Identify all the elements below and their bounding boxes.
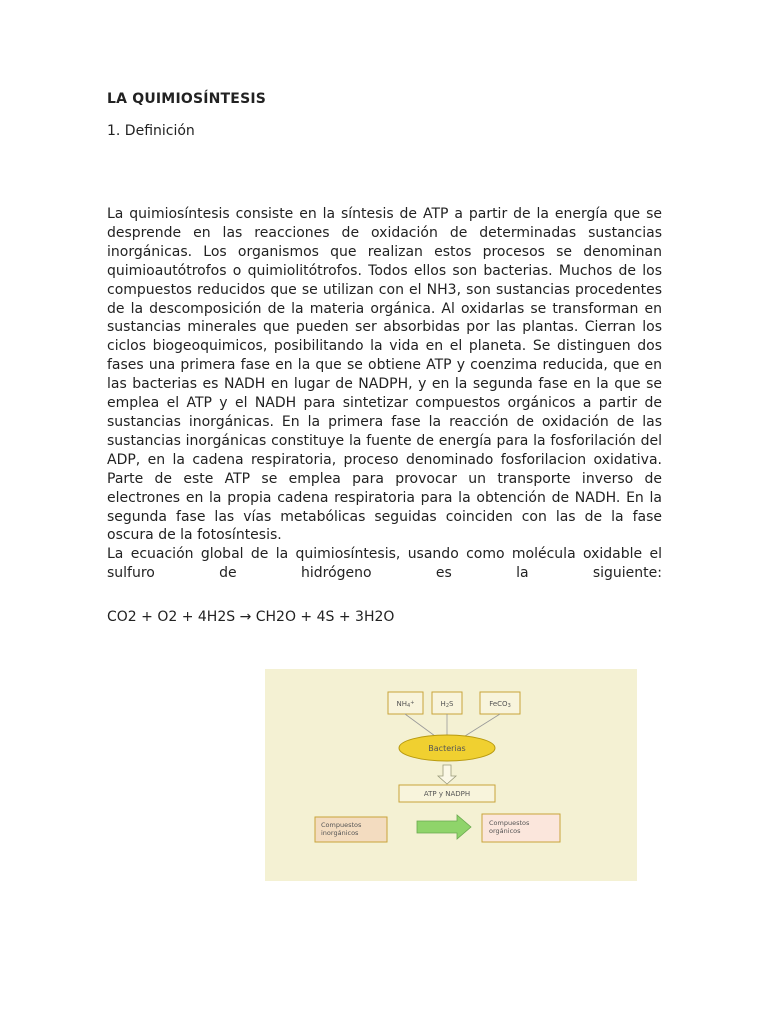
substrate-label-h2s: H2S [440,700,454,709]
connector-feco3 [465,714,500,736]
atp-nadph-label: ATP y NADPH [423,790,471,798]
chemical-equation: CO2 + O2 + 4H2S → CH2O + 4S + 3H2O [107,609,395,625]
organic-label-line1: Compuestos [489,819,530,827]
section-heading: 1. Definición [107,123,195,139]
down-arrow-icon [438,765,456,784]
connector-nh4 [405,714,435,736]
body-text [107,205,662,583]
paragraph-definition: La quimiosíntesis consiste en la síntesis de ATP a partir de la energía que se desprende en las reacciones de oxidación de determinadas sustancias inorgánicas. Los organismos que realizan estos procesos se denominan quimioautótrofos o quimiolitótrofos. Todos ellos son bacterias. Muchos de los compuestos reducidos que se utilizan con el NH3, son sustancias procedentes de la descomposición de la materia orgánica. Al oxidarlas se transforman en sustancias minerales que pueden ser absorbidas por las plantas. Cierran los ciclos biogeoquimicos, posibilitando la vida en el planeta. Se distinguen dos fases una primera fase en la que se obtiene ATP y coenzima reducida, que en las bacterias es NADH en lugar de NADPH, y en la segunda fase en la que se emplea el ATP y el NADH para sintetizar compuestos orgánicos a partir de sustancias inorgánicas. En la primera fase la reacción de oxidación de las sustancias inorgánicas constituye la fuente de energía para la fosforilación del ADP, en la cadena respiratoria, proceso denominado fosforilacion oxidativa. Parte de este ATP se emplea para provocar un transporte inverso de electrones en la propia cadena respiratoria para la obtención de NADH. En la segunda fase las vías metabólicas seguidas coinciden con las de la fase oscura de la fotosíntesis. [107,206,662,544]
substrate-label-feco3: FeCO3 [489,700,511,709]
green-arrow-icon [417,815,471,839]
chemosynthesis-diagram [265,669,637,881]
inorganic-label-line2: inorgánicos [321,829,359,837]
paragraph-equation-intro: La ecuación global de la quimiosíntesis, usando como molécula oxidable el sulfuro de hidrógeno es la siguiente: [107,546,662,582]
bacteria-label: Bacterias [428,744,466,753]
substrate-label-nh4: NH4+ [396,700,415,709]
page-title: LA QUIMIOSÍNTESIS [107,91,267,107]
inorganic-label-line1: Compuestos [321,821,362,829]
organic-label-line2: orgánicos [489,827,521,835]
diagram-svg [265,669,637,881]
